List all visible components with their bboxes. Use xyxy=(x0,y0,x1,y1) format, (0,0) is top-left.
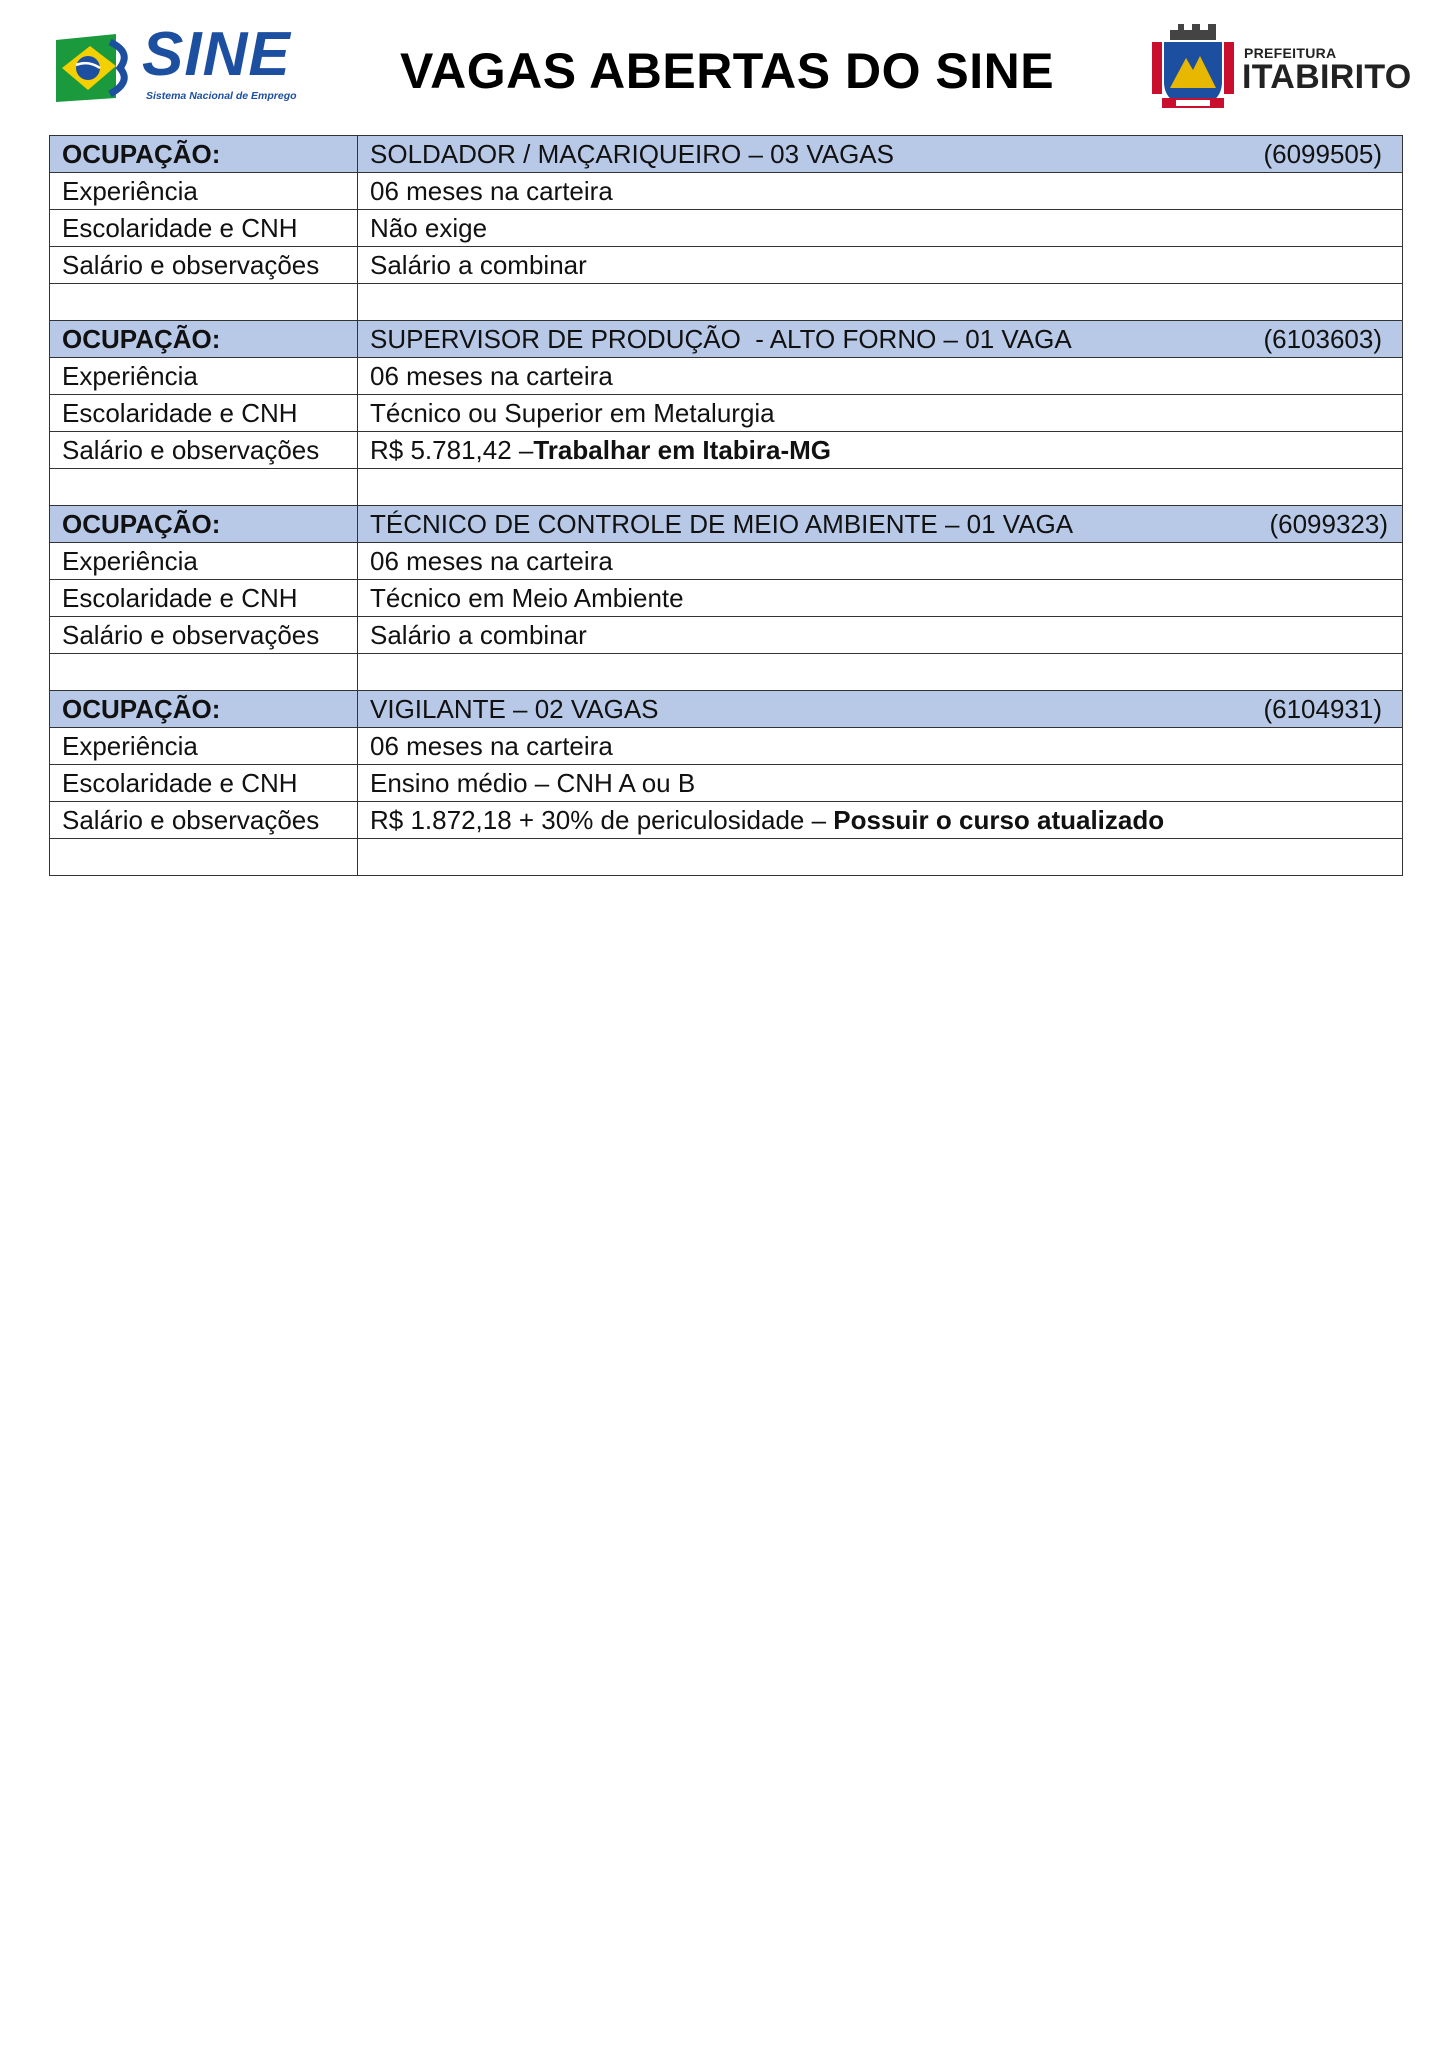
salary-note: Possuir o curso atualizado xyxy=(833,805,1165,835)
occupation-label: OCUPAÇÃO: xyxy=(50,691,358,728)
salary-label: Salário e observações xyxy=(50,247,358,284)
salary-label: Salário e observações xyxy=(50,617,358,654)
salary-row xyxy=(50,432,1403,469)
salary-cell xyxy=(358,432,1403,469)
spacer-row xyxy=(50,654,1403,691)
occupation-cell xyxy=(358,321,1403,358)
occupation-row xyxy=(50,691,1403,728)
education-row xyxy=(50,580,1403,617)
education-label: Escolaridade e CNH xyxy=(50,765,358,802)
occupation-code: (6099505) xyxy=(1263,139,1382,169)
experience-label: Experiência xyxy=(50,358,358,395)
spacer-row xyxy=(50,469,1403,506)
sine-logo-text: SINE xyxy=(142,20,291,89)
salary-row xyxy=(50,617,1403,654)
occupation-label: OCUPAÇÃO: xyxy=(50,321,358,358)
education-row xyxy=(50,395,1403,432)
occupation-cell xyxy=(358,691,1403,728)
experience-row xyxy=(50,173,1403,210)
experience-value: 06 meses na carteira xyxy=(358,358,1403,395)
page-title: VAGAS ABERTAS DO SINE xyxy=(400,43,1055,99)
salary-value: Salário a combinar xyxy=(370,620,587,650)
city-name: ITABIRITO xyxy=(1242,58,1412,96)
prefeitura-label: PREFEITURA xyxy=(1244,45,1337,61)
salary-note: Trabalhar em Itabira-MG xyxy=(533,435,832,465)
experience-value: 06 meses na carteira xyxy=(358,543,1403,580)
occupation-title: TÉCNICO DE CONTROLE DE MEIO AMBIENTE – 01 VAGA xyxy=(370,509,1074,539)
salary-cell xyxy=(358,802,1403,839)
salary-value: R$ 5.781,42 – xyxy=(370,435,534,465)
occupation-row xyxy=(50,506,1403,543)
salary-label: Salário e observações xyxy=(50,432,358,469)
page-header xyxy=(0,0,1448,135)
occupation-code: (6104931) xyxy=(1263,694,1382,724)
sine-logo-subtitle: Sistema Nacional de Emprego xyxy=(146,90,297,102)
salary-row xyxy=(50,247,1403,284)
prefeitura-itabirito-logo xyxy=(1148,22,1412,114)
occupation-cell xyxy=(358,136,1403,173)
salary-cell xyxy=(358,617,1403,654)
experience-row xyxy=(50,728,1403,765)
occupation-label: OCUPAÇÃO: xyxy=(50,136,358,173)
occupation-title: VIGILANTE – 02 VAGAS xyxy=(370,694,659,724)
education-label: Escolaridade e CNH xyxy=(50,580,358,617)
brazil-flag-icon xyxy=(54,32,134,104)
occupation-code: (6099323) xyxy=(1269,509,1388,539)
occupation-code: (6103603) xyxy=(1263,324,1382,354)
experience-row xyxy=(50,543,1403,580)
experience-value: 06 meses na carteira xyxy=(358,728,1403,765)
education-label: Escolaridade e CNH xyxy=(50,395,358,432)
education-value: Não exige xyxy=(358,210,1403,247)
sine-logo xyxy=(54,20,304,108)
salary-value: Salário a combinar xyxy=(370,250,587,280)
salary-value: R$ 1.872,18 + 30% de periculosidade – xyxy=(370,805,834,835)
experience-label: Experiência xyxy=(50,728,358,765)
experience-label: Experiência xyxy=(50,543,358,580)
education-row xyxy=(50,210,1403,247)
occupation-title: SUPERVISOR DE PRODUÇÃO - ALTO FORNO – 01 VAGA xyxy=(370,324,1072,354)
salary-cell xyxy=(358,247,1403,284)
education-row xyxy=(50,765,1403,802)
education-value: Técnico ou Superior em Metalurgia xyxy=(358,395,1403,432)
city-crest-icon xyxy=(1148,22,1238,112)
experience-row xyxy=(50,358,1403,395)
education-value: Ensino médio – CNH A ou B xyxy=(358,765,1403,802)
spacer-row xyxy=(50,839,1403,876)
salary-row xyxy=(50,802,1403,839)
occupation-title: SOLDADOR / MAÇARIQUEIRO – 03 VAGAS xyxy=(370,139,894,169)
experience-value: 06 meses na carteira xyxy=(358,173,1403,210)
experience-label: Experiência xyxy=(50,173,358,210)
education-label: Escolaridade e CNH xyxy=(50,210,358,247)
spacer-row xyxy=(50,284,1403,321)
job-openings-table xyxy=(49,135,1403,876)
occupation-row xyxy=(50,321,1403,358)
occupation-cell xyxy=(358,506,1403,543)
occupation-row xyxy=(50,136,1403,173)
education-value: Técnico em Meio Ambiente xyxy=(358,580,1403,617)
salary-label: Salário e observações xyxy=(50,802,358,839)
occupation-label: OCUPAÇÃO: xyxy=(50,506,358,543)
